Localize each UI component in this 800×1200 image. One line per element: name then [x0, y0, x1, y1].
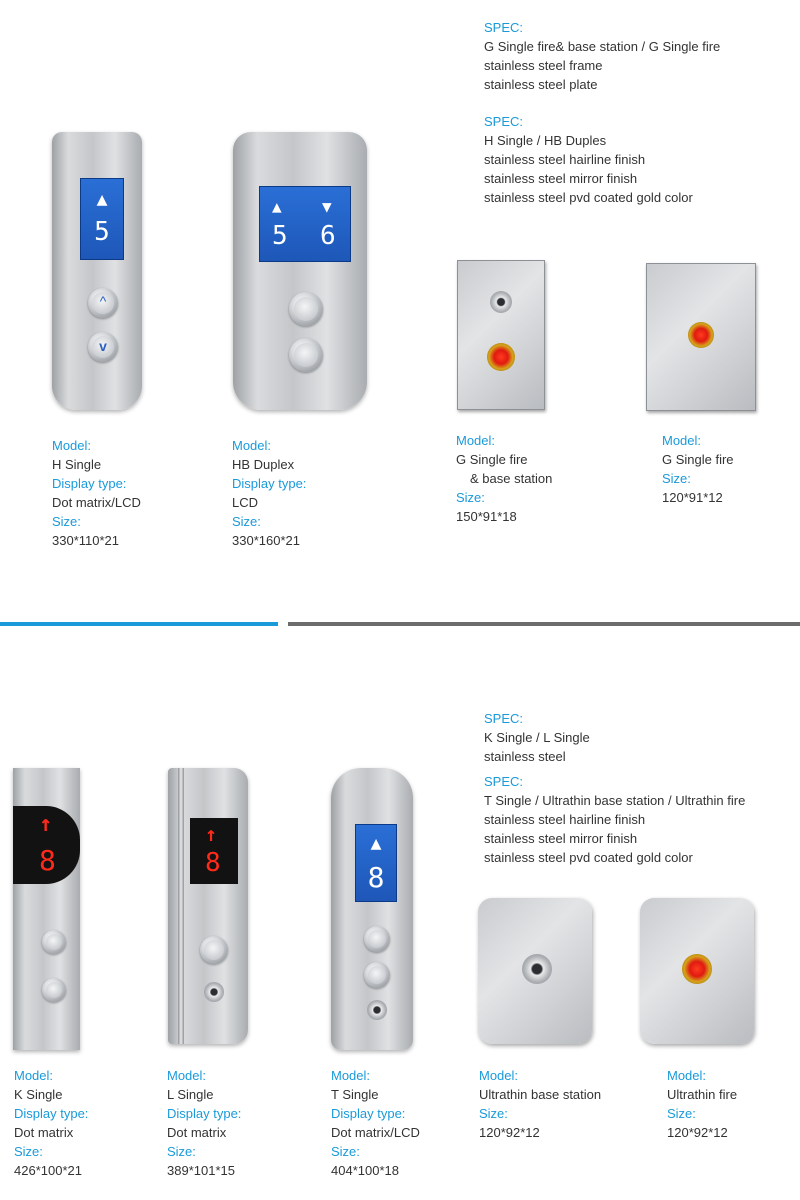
size-value: 426*100*21 — [14, 1163, 82, 1178]
model-value: Ultrathin base station — [479, 1087, 602, 1102]
size-label: Size: — [479, 1106, 508, 1121]
call-up-button[interactable] — [289, 292, 323, 326]
call-up-button[interactable] — [88, 288, 118, 318]
model-value: T Single — [331, 1087, 379, 1102]
floor-number: 5 — [94, 217, 110, 247]
spec-label: SPEC: — [484, 711, 524, 726]
model-value: Ultrathin fire — [667, 1087, 738, 1102]
size-value: 150*91*18 — [456, 509, 517, 524]
key-switch-icon[interactable] — [204, 982, 224, 1002]
ultrathin-base-plate — [478, 898, 592, 1044]
chevron-down-icon: v — [99, 338, 107, 354]
key-switch-icon[interactable] — [367, 1000, 387, 1020]
k-single-display — [13, 806, 80, 884]
call-button[interactable] — [200, 936, 228, 964]
model-label: Model: — [167, 1068, 207, 1083]
chevron-up-icon: ^ — [99, 293, 107, 309]
spec-line: T Single / Ultrathin base station / Ultrathin fire — [484, 793, 746, 808]
up-arrow-icon: ↑ — [39, 812, 53, 837]
spec-line: stainless steel hairline finish — [484, 152, 646, 167]
spec-line: stainless steel pvd coated gold color — [484, 190, 693, 205]
section-divider-blue — [0, 622, 278, 626]
spec-line: stainless steel pvd coated gold color — [484, 850, 693, 865]
top-spec-1 — [484, 18, 784, 94]
edge-strip — [178, 768, 184, 1044]
display-value: Dot matrix — [14, 1125, 74, 1140]
call-down-button[interactable] — [88, 332, 118, 362]
bottom-spec-1 — [484, 709, 794, 766]
size-label: Size: — [232, 514, 261, 529]
size-value: 120*92*12 — [667, 1125, 728, 1140]
t-single-panel — [331, 768, 413, 1050]
l-single-panel — [168, 768, 248, 1044]
size-value: 389*101*15 — [167, 1163, 235, 1178]
product-info-t-single — [331, 1066, 481, 1180]
product-info-ultrathin-base — [479, 1066, 639, 1142]
display-label: Display type: — [232, 476, 307, 491]
display-label: Display type: — [14, 1106, 89, 1121]
product-info-hb-duplex — [232, 436, 402, 550]
floor-number: 8 — [39, 844, 56, 877]
model-value: G Single fire — [662, 452, 734, 467]
product-info-h-single — [52, 436, 222, 550]
spec-line: stainless steel plate — [484, 77, 598, 92]
product-info-k-single — [14, 1066, 164, 1180]
section-divider-gray — [288, 622, 800, 626]
h-single-panel — [52, 132, 142, 410]
down-arrow-icon: ▼ — [322, 197, 332, 216]
t-single-display — [355, 824, 397, 902]
spec-label: SPEC: — [484, 774, 524, 789]
up-arrow-icon: ▲ — [370, 833, 382, 854]
l-single-display — [190, 818, 238, 884]
up-arrow-icon: ▲ — [96, 189, 108, 210]
display-value: Dot matrix — [167, 1125, 227, 1140]
call-down-button[interactable] — [364, 962, 390, 988]
top-spec-2 — [484, 112, 784, 207]
display-label: Display type: — [331, 1106, 406, 1121]
key-switch-icon[interactable] — [522, 954, 552, 984]
fire-button[interactable] — [682, 954, 712, 984]
size-label: Size: — [667, 1106, 696, 1121]
model-label: Model: — [14, 1068, 54, 1083]
spec-line: H Single / HB Duples — [484, 133, 607, 148]
size-value: 404*100*18 — [331, 1163, 399, 1178]
size-value: 120*92*12 — [479, 1125, 540, 1140]
model-value: L Single — [167, 1087, 214, 1102]
model-value: K Single — [14, 1087, 63, 1102]
size-label: Size: — [52, 514, 81, 529]
spec-label: SPEC: — [484, 20, 524, 35]
spec-line: K Single / L Single — [484, 730, 590, 745]
call-down-button[interactable] — [42, 978, 66, 1002]
model-label: Model: — [232, 438, 272, 453]
model-value: HB Duplex — [232, 457, 295, 472]
size-value: 330*110*21 — [52, 533, 119, 548]
model-value: H Single — [52, 457, 102, 472]
up-arrow-icon: ↑ — [205, 822, 218, 846]
fire-button[interactable] — [487, 343, 515, 371]
floor-number: 8 — [205, 848, 221, 878]
spec-line: stainless steel — [484, 749, 566, 764]
spec-label: SPEC: — [484, 114, 524, 129]
floor-number-right: 6 — [320, 221, 336, 251]
call-up-button[interactable] — [42, 930, 66, 954]
call-down-button[interactable] — [289, 338, 323, 372]
g-fire-base-plate — [457, 260, 545, 410]
display-label: Display type: — [52, 476, 127, 491]
product-info-ultrathin-fire — [667, 1066, 797, 1142]
bottom-spec-2 — [484, 772, 794, 867]
size-label: Size: — [167, 1144, 196, 1159]
hb-duplex-display — [259, 186, 351, 262]
display-value: Dot matrix/LCD — [331, 1125, 420, 1140]
model-label: Model: — [667, 1068, 707, 1083]
size-label: Size: — [331, 1144, 360, 1159]
g-fire-plate — [646, 263, 756, 411]
ultrathin-fire-plate — [640, 898, 754, 1044]
size-value: 330*160*21 — [232, 533, 300, 548]
spec-line: stainless steel mirror finish — [484, 171, 638, 186]
product-info-l-single — [167, 1066, 317, 1180]
fire-button[interactable] — [688, 322, 714, 348]
model-label: Model: — [456, 433, 496, 448]
product-info-g-fire — [662, 431, 792, 507]
size-label: Size: — [14, 1144, 43, 1159]
up-arrow-icon: ▲ — [272, 197, 282, 216]
model-label: Model: — [662, 433, 702, 448]
model-label: Model: — [479, 1068, 519, 1083]
hb-duplex-panel — [233, 132, 367, 410]
display-label: Display type: — [167, 1106, 242, 1121]
call-up-button[interactable] — [364, 926, 390, 952]
display-value: Dot matrix/LCD — [52, 495, 141, 510]
display-value: LCD — [232, 495, 259, 510]
k-single-panel — [13, 768, 80, 1050]
product-info-g-fire-base — [456, 431, 626, 526]
model-value: G Single fire — [456, 452, 528, 467]
model-label: Model: — [331, 1068, 371, 1083]
spec-line: stainless steel frame — [484, 58, 603, 73]
size-value: 120*91*12 — [662, 490, 723, 505]
floor-number-left: 5 — [272, 221, 288, 251]
spec-line: G Single fire& base station / G Single fire — [484, 39, 721, 54]
size-label: Size: — [456, 490, 485, 505]
key-switch-icon[interactable] — [490, 291, 512, 313]
h-single-display — [80, 178, 124, 260]
model-label: Model: — [52, 438, 92, 453]
spec-line: stainless steel hairline finish — [484, 812, 646, 827]
floor-number: 8 — [367, 861, 385, 894]
size-label: Size: — [662, 471, 691, 486]
model-value-2: & base station — [470, 471, 553, 486]
spec-line: stainless steel mirror finish — [484, 831, 638, 846]
